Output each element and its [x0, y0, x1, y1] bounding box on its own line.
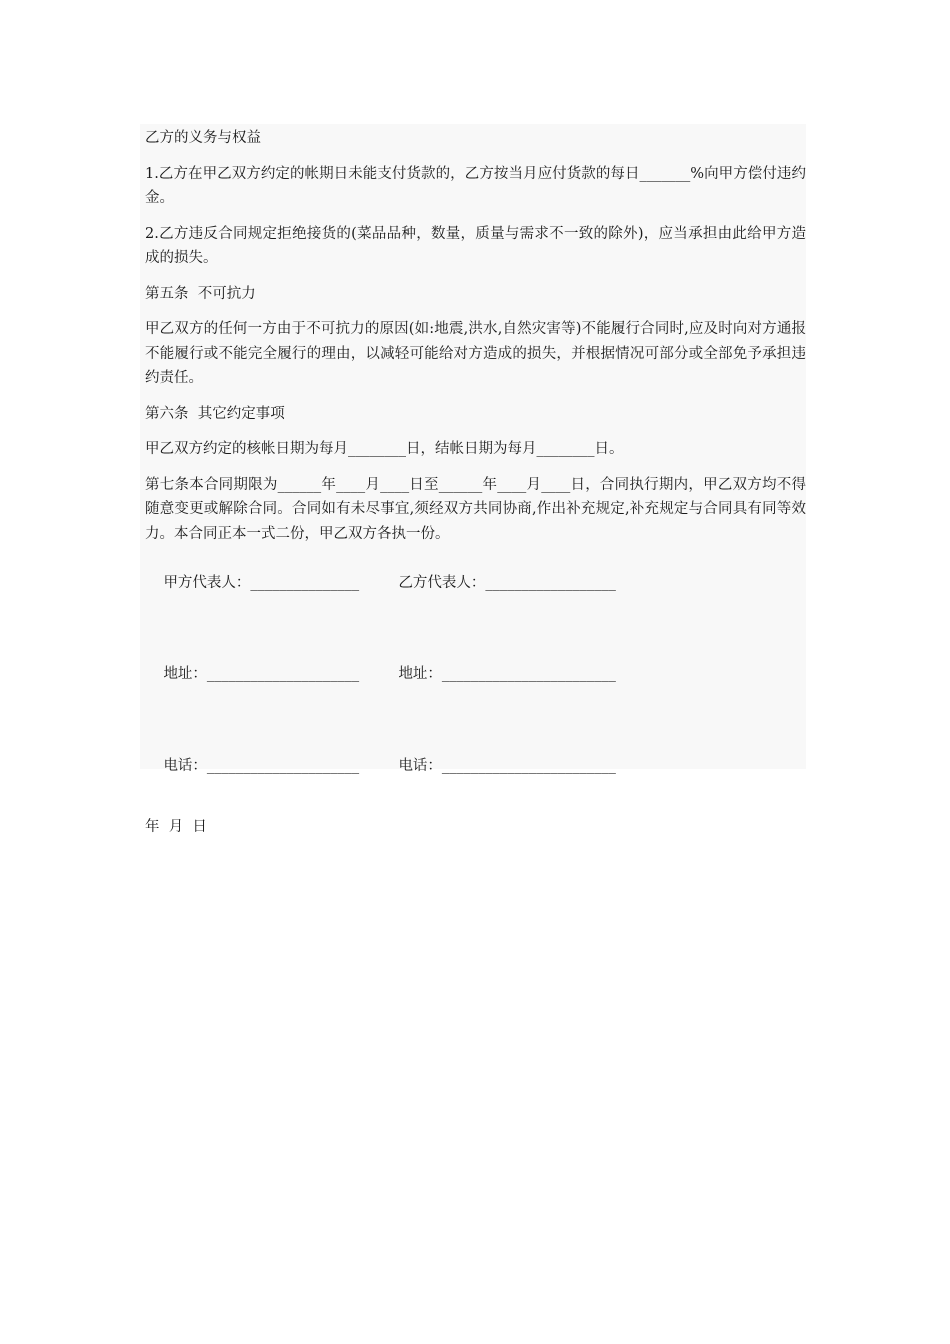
contract-page-content — [140, 124, 806, 835]
party-a-address: 地址：_____________________ — [163, 666, 360, 682]
party-b-phone: 电话：________________________ — [398, 757, 616, 774]
party-a-phone: 电话：_____________________ — [163, 757, 360, 774]
date-line: 年 月 日 — [145, 818, 207, 835]
signature-row-address — [145, 638, 806, 712]
party-b-representative: 乙方代表人：__________________ — [398, 574, 616, 591]
article-5-title: 第五条 不可抗力 — [145, 285, 256, 302]
article-7-body: 第七条本合同期限为______年____月____日至______年____月____日，合同执行期内，甲乙双方均不得随意变更或解除合同。合同如有未尽事宜,须经双方共同协商,作出补充规定,补充规定与合同具有同等效力。本合同正本一式二份，甲乙双方各执一份。 — [145, 476, 806, 542]
section-obligations-title: 乙方的义务与权益 — [145, 130, 261, 146]
signature-row-phone — [145, 729, 806, 803]
party-b-address: 地址：________________________ — [398, 666, 616, 682]
clause-1: 1.乙方在甲乙双方约定的帐期日未能支付货款的，乙方按当月应付货款的每日_______%向甲方偿付违约金。 — [145, 165, 806, 206]
signature-row-representatives — [145, 546, 806, 620]
article-5-body: 甲乙双方的任何一方由于不可抗力的原因(如:地震,洪水,自然灾害等)不能履行合同时,应及时向对方通报不能履行或不能完全履行的理由，以减轻可能给对方造成的损失，并根据情况可部分或全部免予承担违约责任。 — [145, 321, 806, 386]
party-a-representative: 甲方代表人：_______________ — [163, 574, 360, 591]
clause-2: 2.乙方违反合同规定拒绝接货的(菜品品种，数量，质量与需求不一致的除外)，应当承担由此给甲方造成的损失。 — [145, 225, 806, 266]
article-6-body: 甲乙双方约定的核帐日期为每月________日，结帐日期为每月________日。 — [145, 441, 624, 457]
article-6-title: 第六条 其它约定事项 — [145, 405, 285, 422]
